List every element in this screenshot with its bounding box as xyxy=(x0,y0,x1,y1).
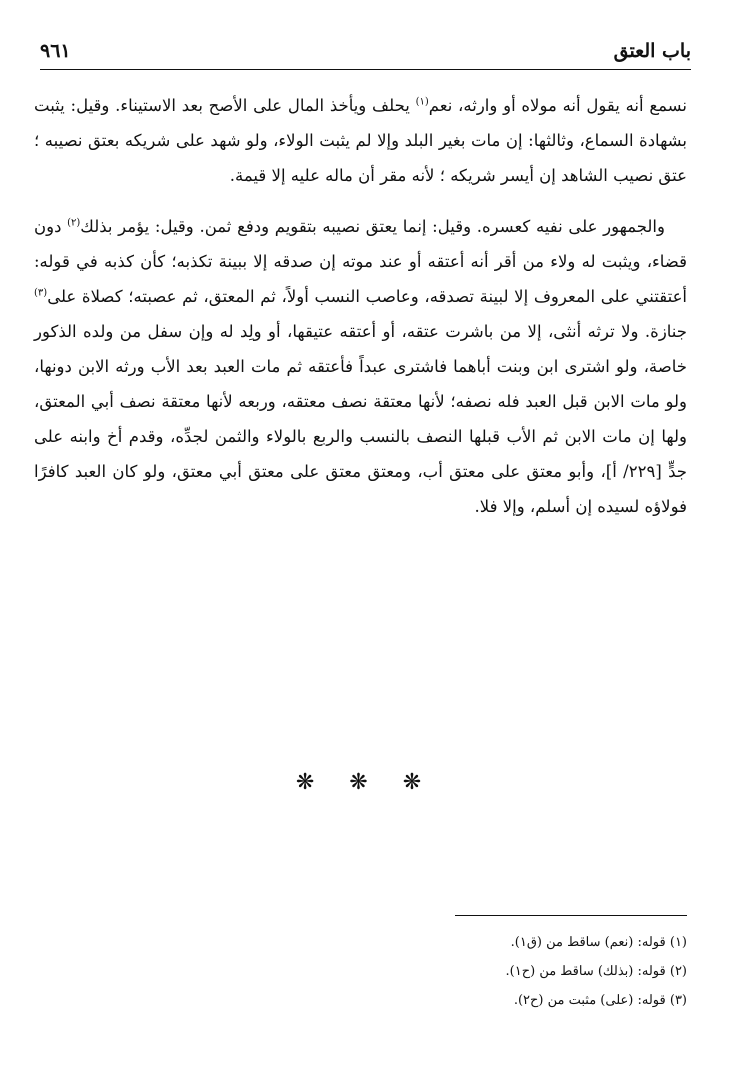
text-run: دون قضاء، ويثبت له ولاء من أقر أنه أعتقه أو عند موته إن صدقه إلا ببينة تكذبه؛ كأن كذبه في قوله: أعتقتني على المعروف إلا لبينة تصدقه، وعاصب النسب أولاً، ثم المعتق، ثم عصبته؛ كصلاة على xyxy=(34,217,687,306)
header-rule xyxy=(40,69,691,70)
footnote-marker: (١) xyxy=(415,96,429,108)
footnote-marker: (٣) xyxy=(34,287,48,299)
footnote: (٢) قوله: (بذلك) ساقط من (ح١). xyxy=(505,964,687,979)
footnote: (٣) قوله: (على) مثبت من (ح٢). xyxy=(513,993,687,1008)
footnote: (١) قوله: (نعم) ساقط من (ق١). xyxy=(510,935,687,950)
running-head: باب العتق xyxy=(613,40,691,62)
footnote-rule xyxy=(455,915,687,916)
page-number: ٩٦١ xyxy=(40,40,71,62)
text-run: جنازة. ولا ترثه أنثى، إلا من باشرت عتقه، أو أعتقه عتيقها، أو ولِد له وإن سفل من ولده الذكور خاصة، ولو اشترى ابن وبنت أباهما فاشترى عبداً فأعتقه ثم مات العبد بعد الأب ورثه الابن دونها، ولو مات الابن قبل العبد فله نصفه؛ لأنها معتقة نصف معتقه، وربعه لأنها معتقة نصف أبي المعتق، ولها إن مات الابن ثم الأب قبلها النصف بالنسب والربع بالولاء والثمن لجدِّه، وقدم أخ وابنه على جدٍّ [٢٢٩/ أ]، وأبو معتق على معتق أب، ومعتق معتق على معتق أبي معتق، ولو كان العبد كافرًا فولاؤه لسيده إن أسلم، وإلا فلا. xyxy=(34,322,687,516)
paragraph xyxy=(34,209,687,524)
text-run: نسمع أنه يقول أنه مولاه أو وارثه، نعم xyxy=(428,96,687,115)
text-run: والجمهور على نفيه كعسره. وقيل: إنما يعتق نصيبه بتقويم ودفع ثمن. وقيل: يؤمر بذلك xyxy=(80,217,665,236)
page-header xyxy=(40,36,691,70)
footnote-marker: (٢) xyxy=(67,217,81,229)
main-text xyxy=(34,88,687,524)
footnotes xyxy=(300,928,687,1015)
paragraph xyxy=(34,88,687,193)
section-separator: ❋ ❋ ❋ xyxy=(295,770,436,795)
text-run: يحلف ويأخذ المال على الأصح بعد الاستيناء. وقيل: يثبت بشهادة السماع، وثالثها: إن مات بغير البلد وإلا لم يثبت الولاء، ولو شهد على شريكه بعتق نصيبه ؛ عتق نصيب الشاهد إن أيسر شريكه ؛ لأنه مقر أن ماله عليه إلا قيمة. xyxy=(34,96,687,185)
